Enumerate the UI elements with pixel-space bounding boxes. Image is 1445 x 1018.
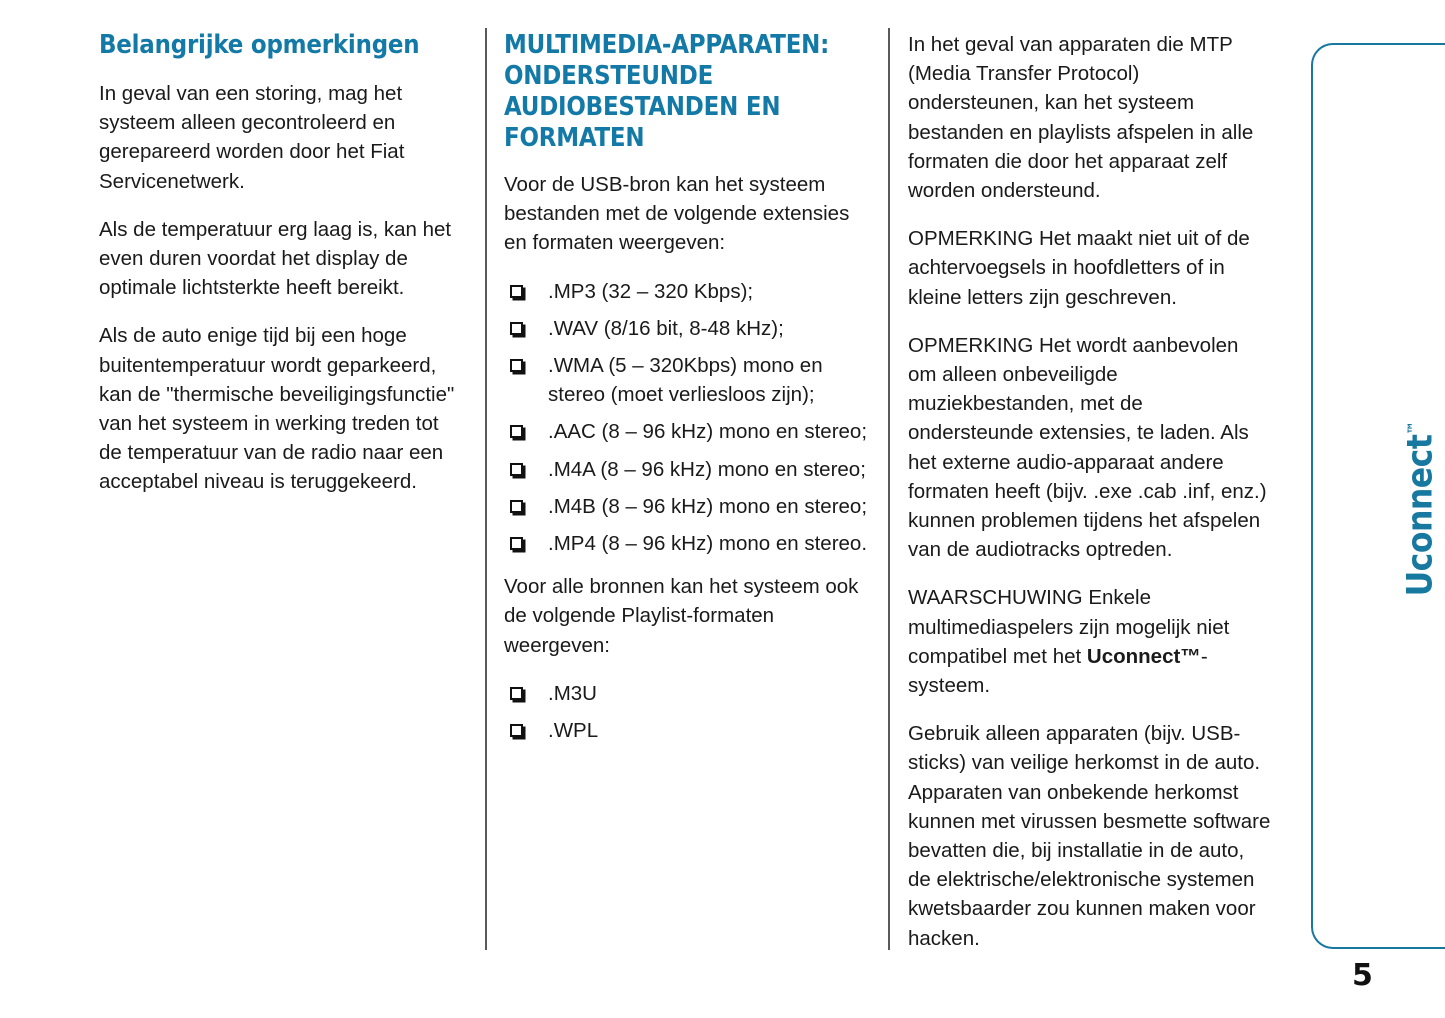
list-item [504, 492, 870, 521]
list-item-label: .M4A (8 – 96 kHz) mono en stereo; [548, 457, 866, 481]
list-item [504, 529, 870, 558]
square-bullet-icon [510, 537, 523, 550]
paragraph: In geval van een storing, mag het systeem alleen gecontroleerd en gerepareerd worden door het Fiat Servicenetwerk. [99, 82, 405, 193]
list-item-label: .WAV (8/16 bit, 8-48 kHz); [548, 316, 784, 340]
paragraph: OPMERKING Het maakt niet uit of de achtervoegsels in hoofdletters of in kleine letters zijn geschreven. [908, 227, 1250, 309]
section-tab-outline [1311, 43, 1445, 949]
uconnect-brand-text: Uconnect [1400, 434, 1441, 597]
column-2 [504, 30, 870, 761]
paragraph: Gebruik alleen apparaten (bijv. USB-sticks) van veilige herkomst in de auto. Apparaten van onbekende herkomst kunnen met virussen besmette software bevatten die, bij installatie in de auto, de elektrische/elektronische systemen kwetsbaarder zou kunnen maken voor hacken. [908, 722, 1271, 950]
square-bullet-icon [510, 322, 523, 335]
square-bullet-icon [510, 724, 523, 737]
column-1-heading: Belangrijke opmerkingen [99, 30, 420, 60]
trademark-symbol: ™ [1404, 421, 1423, 435]
playlist-format-list [504, 679, 870, 745]
paragraph: Voor alle bronnen kan het systeem ook de volgende Playlist-formaten weergeven: [504, 575, 859, 657]
square-bullet-icon [510, 687, 523, 700]
warning-text-before: WAARSCHUWING Enkele multimediaspelers zijn mogelijk niet compatibel met het [908, 586, 1230, 668]
square-bullet-icon [510, 359, 523, 372]
list-item-label: .WMA (5 – 320Kbps) mono en stereo (moet verliesloos zijn); [548, 354, 823, 407]
list-item [504, 351, 870, 409]
list-item [504, 314, 870, 343]
list-item [504, 455, 870, 484]
list-item-label: .M3U [548, 681, 597, 705]
audio-format-list [504, 277, 870, 559]
square-bullet-icon [510, 500, 523, 513]
paragraph: Als de auto enige tijd bij een hoge buitentemperatuur wordt geparkeerd, kan de "thermische beveiligingsfunctie" van het systeem in werking treden tot de temperatuur van de radio naar een acceptabel niveau is teruggekeerd. [99, 324, 455, 494]
paragraph: OPMERKING Het wordt aanbevolen om alleen onbeveiligde muziekbestanden, met de ondersteunde extensies, te laden. Als het externe audio-apparaat andere formaten heeft (bijv. .exe .cab .inf, enz.) kunnen problemen tijdens het afspelen van de audiotracks optreden. [908, 333, 1267, 562]
list-item [504, 277, 870, 306]
list-item [504, 679, 870, 708]
list-item-label: .MP4 (8 – 96 kHz) mono en stereo. [548, 532, 868, 556]
square-bullet-icon [510, 425, 523, 438]
column-divider-2 [888, 28, 890, 950]
warning-text-after: -systeem. [908, 644, 1208, 698]
warning-brand: Uconnect™ [1086, 644, 1201, 668]
column-2-heading: MULTIMEDIA-APPARATEN: ONDERSTEUNDE AUDIOBESTANDEN EN FORMATEN [504, 30, 830, 153]
paragraph: In het geval van apparaten die MTP (Media Transfer Protocol) ondersteunen, kan het systeem bestanden en playlists afspelen in alle formaten die door het apparaat zelf worden ondersteund. [908, 33, 1254, 203]
list-item-label: .WPL [548, 719, 599, 743]
list-item-label: .M4B (8 – 96 kHz) mono en stereo; [548, 494, 868, 518]
warning-paragraph [908, 583, 1272, 700]
square-bullet-icon [510, 285, 523, 298]
square-bullet-icon [510, 463, 523, 476]
list-item-label: .MP3 (32 – 320 Kbps); [548, 279, 754, 303]
column-divider-1 [485, 28, 487, 950]
column-1 [99, 30, 467, 497]
list-item [504, 417, 870, 446]
list-item-label: .AAC (8 – 96 kHz) mono en stereo; [548, 420, 868, 444]
paragraph: Voor de USB-bron kan het systeem bestanden met de volgende extensies en formaten weergeven: [504, 173, 850, 255]
list-item [504, 716, 870, 745]
paragraph: Als de temperatuur erg laag is, kan het even duren voordat het display de optimale lichtsterkte heeft bereikt. [99, 217, 452, 300]
page-number: 5 [1352, 958, 1373, 993]
column-3 [908, 30, 1272, 953]
